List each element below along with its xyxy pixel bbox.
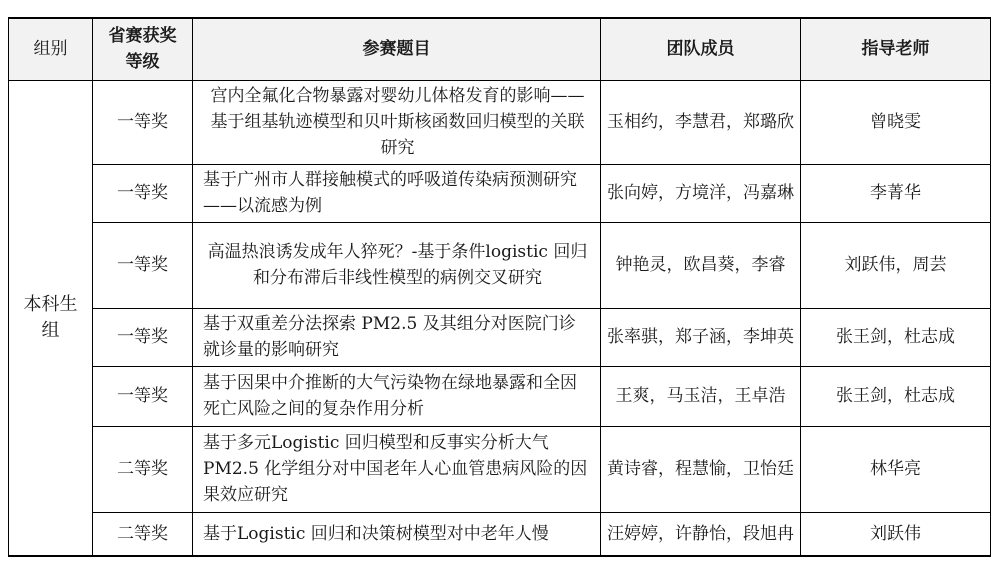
award-cell: 一等奖 (93, 366, 193, 426)
topic-cell: 基于广州市人群接触模式的呼吸道传染病预测研究——以流感为例 (193, 164, 601, 222)
table-row (9, 222, 991, 308)
table-row (9, 80, 991, 164)
header-members: 团队成员 (601, 18, 801, 80)
topic-cell: 基于Logistic 回归和决策树模型对中老年人慢 (193, 512, 601, 556)
members-cell: 黄诗睿，程慧愉，卫怡廷 (601, 426, 801, 512)
header-group: 组别 (9, 18, 93, 80)
advisor-cell: 张王剑，杜志成 (801, 366, 991, 426)
topic-cell: 基于多元Logistic 回归模型和反事实分析大气PM2.5 化学组分对中国老年人心血管患病风险的因果效应研究 (193, 426, 601, 512)
group-cell: 本科生 组 (9, 80, 93, 556)
advisor-cell: 李菁华 (801, 164, 991, 222)
members-cell: 王爽，马玉洁，王卓浩 (601, 366, 801, 426)
advisor-cell: 林华亮 (801, 426, 991, 512)
table-row (9, 366, 991, 426)
members-cell: 张向婷，方境洋，冯嘉琳 (601, 164, 801, 222)
award-cell: 一等奖 (93, 164, 193, 222)
topic-cell: 高温热浪诱发成年人猝死？-基于条件logistic 回归和分布滞后非线性模型的病例交叉研究 (193, 222, 601, 308)
advisor-cell: 刘跃伟 (801, 512, 991, 556)
members-cell: 玉相约，李慧君，郑璐欣 (601, 80, 801, 164)
topic-cell: 基于双重差分法探索 PM2.5 及其组分对医院门诊就诊量的影响研究 (193, 308, 601, 366)
header-row (9, 18, 991, 80)
members-cell: 张率骐，郑子涵，李坤英 (601, 308, 801, 366)
header-award-level: 省赛获奖 等级 (93, 18, 193, 80)
advisor-cell: 刘跃伟，周芸 (801, 222, 991, 308)
table-row (9, 164, 991, 222)
header-topic: 参赛题目 (193, 18, 601, 80)
award-cell: 一等奖 (93, 308, 193, 366)
table-row (9, 426, 991, 512)
topic-cell: 宫内全氟化合物暴露对婴幼儿体格发育的影响——基于组基轨迹模型和贝叶斯核函数回归模型的关联研究 (193, 80, 601, 164)
members-cell: 汪婷婷，许静怡，段旭冉 (601, 512, 801, 556)
advisor-cell: 张王剑，杜志成 (801, 308, 991, 366)
topic-cell: 基于因果中介推断的大气污染物在绿地暴露和全因死亡风险之间的复杂作用分析 (193, 366, 601, 426)
awards-table (8, 17, 991, 557)
members-cell: 钟艳灵，欧昌葵，李睿 (601, 222, 801, 308)
table-row (9, 512, 991, 556)
award-cell: 一等奖 (93, 80, 193, 164)
table-row (9, 308, 991, 366)
award-cell: 二等奖 (93, 426, 193, 512)
header-advisor: 指导老师 (801, 18, 991, 80)
award-cell: 二等奖 (93, 512, 193, 556)
award-cell: 一等奖 (93, 222, 193, 308)
advisor-cell: 曾晓雯 (801, 80, 991, 164)
